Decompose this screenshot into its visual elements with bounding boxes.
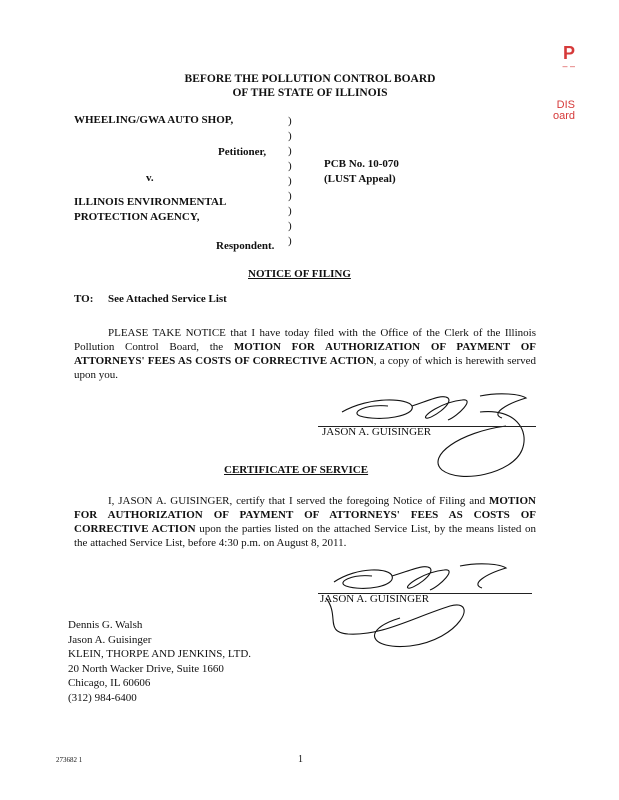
certificate-title: CERTIFICATE OF SERVICE <box>224 464 369 476</box>
paren: ) <box>288 175 292 187</box>
petitioner-name: WHEELING/GWA AUTO SHOP, <box>74 114 234 126</box>
petitioner-role: Petitioner, <box>218 146 267 158</box>
stamp-dashes: – – <box>562 61 575 71</box>
signer-name-1: JASON A. GUISINGER <box>322 426 432 438</box>
notice-body <box>74 326 536 382</box>
notice-title: NOTICE OF FILING <box>248 268 351 280</box>
attorney-2: Jason A. Guisinger <box>68 633 152 646</box>
document-id: 273682 1 <box>56 756 83 764</box>
stamp-line-2: oard <box>552 110 575 122</box>
signer-name-2: JASON A. GUISINGER <box>320 593 430 605</box>
paren: ) <box>288 115 292 127</box>
paren: ) <box>288 205 292 217</box>
firm-address-block <box>68 618 251 705</box>
header-line-1: BEFORE THE POLLUTION CONTROL BOARD <box>184 73 436 85</box>
header-line-2: OF THE STATE OF ILLINOIS <box>232 87 388 99</box>
paren: ) <box>288 220 292 232</box>
received-stamp <box>562 44 575 70</box>
attorney-1: Dennis G. Walsh <box>68 619 143 631</box>
certificate-body <box>74 494 536 550</box>
paren: ) <box>288 190 292 202</box>
paren: ) <box>288 160 292 172</box>
notice-body-end: , a copy of which is herewith served upon you. <box>74 355 537 381</box>
firm-name: KLEIN, THORPE AND JENKINS, LTD. <box>68 648 252 660</box>
firm-city: Chicago, IL 60606 <box>68 677 151 689</box>
case-number: PCB No. 10-070 <box>324 158 399 170</box>
received-stamp-text <box>553 100 575 122</box>
firm-street: 20 North Wacker Drive, Suite 1660 <box>68 662 224 675</box>
signature-2 <box>320 560 520 656</box>
respondent-name-1: ILLINOIS ENVIRONMENTAL <box>74 196 227 208</box>
caption-parentheses <box>288 114 298 249</box>
respondent-name-2: PROTECTION AGENCY, <box>74 211 200 223</box>
certificate-body-start: I, JASON A. GUISINGER, certify that I served the foregoing Notice of Filing and <box>108 495 489 507</box>
stamp-letter: P <box>562 43 575 63</box>
certificate-body-end: upon the parties listed on the attached Service List, by the means listed on the attached Service List, before 4:30 p.m. on August 8, 2011. <box>74 523 536 549</box>
notice-body-start: PLEASE TAKE NOTICE that I have today filed with the Office of the Clerk of the Illinois Pollution Control Board, the <box>74 327 536 353</box>
firm-phone: (312) 984-6400 <box>68 691 137 704</box>
notice-motion-title: MOTION FOR AUTHORIZATION OF PAYMENT OF ATTORNEYS' FEES AS COSTS OF CORRECTIVE ACTION <box>74 341 536 367</box>
to-value: See Attached Service List <box>108 293 227 305</box>
document-header <box>110 72 510 100</box>
paren: ) <box>288 145 292 157</box>
case-type: (LUST Appeal) <box>324 173 396 185</box>
paren: ) <box>288 235 292 247</box>
paren: ) <box>288 130 292 142</box>
versus: v. <box>146 172 154 184</box>
stamp-line-1: DIS <box>556 99 575 111</box>
to-label: TO: <box>74 293 94 305</box>
certificate-motion-title: MOTION FOR AUTHORIZATION OF PAYMENT OF ATTORNEYS' FEES AS COSTS OF CORRECTIVE ACTION <box>74 495 536 535</box>
page-number: 1 <box>298 754 303 765</box>
respondent-role: Respondent. <box>216 240 275 252</box>
